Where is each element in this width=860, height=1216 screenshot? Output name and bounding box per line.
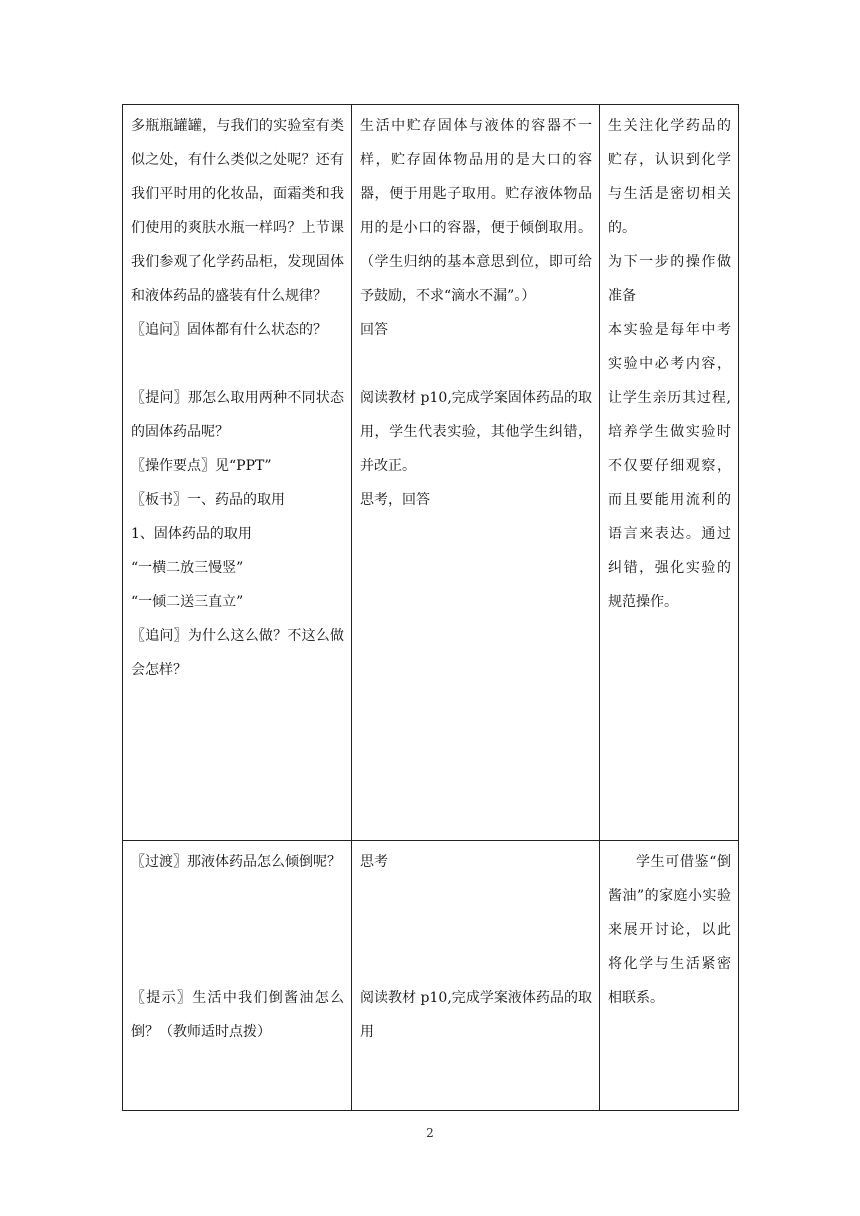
student-text: 生活中贮存固体与液体的容器不一样，贮存固体物品用的是大口的容器，便于用匙子取用。贮存液体物品用的是小口的容器，便于倾倒取用。（学生归纳的基本意思到位，即可给予鼓励，不求“滴水不漏”。） <box>360 118 592 304</box>
intent-text: 为下一步的操作做准备 <box>608 254 731 304</box>
teacher-text: “一横二放三慢竖” <box>131 560 244 576</box>
student-text: 思考 <box>360 854 388 870</box>
teacher-text: 〖提问〗那怎么取用两种不同状态的固体药品呢？ <box>131 390 344 440</box>
teacher-text: 〖追问〗为什么这么做？不这么做会怎样？ <box>131 628 344 678</box>
student-text: 阅读教材 p10,完成学案液体药品的取用 <box>360 990 592 1040</box>
page-number: 2 <box>426 1126 434 1140</box>
teacher-activity-cell <box>123 841 352 1111</box>
student-text: 阅读教材 p10,完成学案固体药品的取用，学生代表实验，其他学生纠错，并改正。 <box>360 390 592 474</box>
lesson-plan-table <box>122 104 739 1111</box>
student-text: 思考，回答 <box>360 492 430 508</box>
teacher-text: 1、固体药品的取用 <box>131 526 252 542</box>
teacher-text: 〖提示〗生活中我们倒酱油怎么倒？（教师适时点拨） <box>131 990 344 1040</box>
teacher-text: 〖板书〗一、药品的取用 <box>131 492 285 508</box>
design-intent-cell <box>600 105 739 841</box>
intent-text: 生关注化学药品的贮存，认识到化学与生活是密切相关的。 <box>608 118 731 236</box>
student-activity-cell <box>352 105 600 841</box>
spacer <box>360 879 592 981</box>
teacher-text: “一倾二送三直立” <box>131 594 244 610</box>
teacher-text: 多瓶瓶罐罐，与我们的实验室有类似之处，有什么类似之处呢？还有我们平时用的化妆品，面霜类和我们使用的爽肤水瓶一样吗？上节课我们参观了化学药品柜，发现固体和液体药品的盛装有什么规律？ <box>131 118 344 304</box>
teacher-text: 〖过渡〗那液体药品怎么倾倒呢？ <box>131 854 341 870</box>
teacher-activity-cell <box>123 105 352 841</box>
intent-text: 学生可借鉴“倒酱油”的家庭小实验来展开讨论，以此将化学与生活紧密相联系。 <box>608 854 731 1006</box>
table-row <box>123 105 739 841</box>
intent-text: 本实验是每年中考实验中必考内容，让学生亲历其过程,培养学生做实验时不仅要仔细观察，而且要能用流利的语言来表达。通过纠错，强化实验的规范操作。 <box>608 322 731 610</box>
teacher-text: 〖操作要点〗见“PPT” <box>131 458 272 474</box>
table-row <box>123 841 739 1111</box>
spacer <box>131 347 344 381</box>
student-activity-cell <box>352 841 600 1111</box>
student-text: 回答 <box>360 322 388 338</box>
teacher-text: 〖追问〗固体都有什么状态的？ <box>131 322 327 338</box>
spacer <box>131 879 344 981</box>
design-intent-cell <box>600 841 739 1111</box>
spacer <box>360 347 592 381</box>
